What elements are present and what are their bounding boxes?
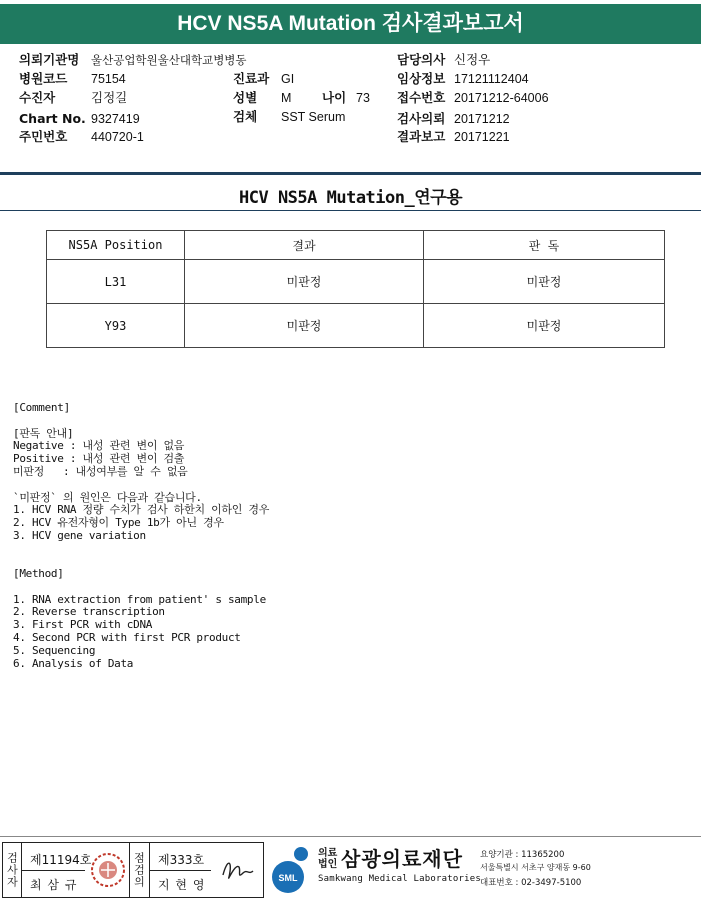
position-cell: Y93 xyxy=(47,304,185,348)
interpretation-cell: 미판정 xyxy=(424,260,665,304)
specimen-value: SST Serum xyxy=(281,110,346,124)
tester-label xyxy=(3,843,21,897)
resident-no-label: 주민번호 xyxy=(19,129,68,144)
chart-no-label: Chart No. xyxy=(19,111,86,126)
corp-label-top: 의료 xyxy=(318,848,338,859)
receipt-no-value: 20171212-64006 xyxy=(454,91,549,105)
divider xyxy=(149,870,211,871)
doctor-value: 신정우 xyxy=(454,52,491,67)
tester-seal-icon xyxy=(89,851,127,889)
resident-no-value: 440720-1 xyxy=(91,130,144,144)
result-table-header xyxy=(47,231,665,260)
tester-name: 최 삼 규 xyxy=(30,878,78,892)
report-title-banner xyxy=(0,4,701,44)
report-title: HCV NS5A Mutation 검사결과보고서 xyxy=(177,12,524,35)
result-cell: 미판정 xyxy=(185,260,424,304)
table-row xyxy=(47,304,665,348)
comment-text: [Comment] [판독 안내] Negative : 내성 관련 변이 없음 Positive : 내성 관련 변이 검출 미판정 : 내성여부를 알 수 없음 `미판정` 의 원인은 다음과 같습니다. 1. HCV RNA 정량 수치가 검사 하한치 이하인 경우 2. HCV 유전자형이 Type 1b가 아닌 경우 3. HCV gene variation xyxy=(13,401,270,542)
divider xyxy=(21,870,85,871)
logo-letters: SML xyxy=(278,873,298,883)
age-label: 나이 xyxy=(322,90,347,105)
reviewer-label-text: 점검의 xyxy=(132,852,146,888)
clinical-info-value: 17121112404 xyxy=(454,72,529,86)
specimen-label: 검체 xyxy=(233,109,258,124)
doctor-label: 담당의사 xyxy=(397,52,446,67)
report-date-label: 결과보고 xyxy=(397,129,446,144)
phone: 대표번호 : 02-3497-5100 xyxy=(480,878,582,888)
reviewer-name: 지 현 영 xyxy=(158,878,206,892)
org-name-en: Samkwang Medical Laboratories xyxy=(318,874,481,884)
department-value: GI xyxy=(281,72,295,86)
section-bottom-rule xyxy=(0,210,701,211)
position-cell: L31 xyxy=(47,260,185,304)
patient-info-block xyxy=(0,48,701,148)
sex-label: 성별 xyxy=(233,90,258,105)
interpretation-cell: 미판정 xyxy=(424,304,665,348)
hospital-code-value: 75154 xyxy=(91,72,126,86)
institution-value: 울산공업학원울산대학교병병동 xyxy=(91,53,247,67)
reviewer-license: 제333호 xyxy=(158,853,205,867)
method-text: [Method] 1. RNA extraction from patient' s sample 2. Reverse transcription 3. First PCR with cDNA 4. Second PCR with first PCR product 5. Sequencing 6. Analysis of Data xyxy=(13,567,266,670)
reviewer-label xyxy=(130,843,148,897)
sex-value: M xyxy=(281,91,292,105)
patient-name-label: 수진자 xyxy=(19,90,56,105)
result-cell: 미판정 xyxy=(185,304,424,348)
footer-rule xyxy=(0,836,701,837)
agency-no: 요양기관 : 11365200 xyxy=(480,850,565,860)
result-table xyxy=(46,230,665,348)
clinical-info-label: 임상정보 xyxy=(397,71,446,86)
receipt-no-label: 접수번호 xyxy=(397,90,446,105)
sml-logo-icon xyxy=(268,844,316,894)
tester-license: 제11194호 xyxy=(30,853,92,867)
header-result: 결과 xyxy=(185,231,424,260)
age-value: 73 xyxy=(356,91,370,105)
request-date-value: 20171212 xyxy=(454,112,510,126)
signature-box xyxy=(2,842,264,898)
patient-name-value: 김정길 xyxy=(91,90,128,105)
section-top-rule xyxy=(0,172,701,175)
corp-label-bottom: 법인 xyxy=(318,859,338,870)
address: 서울특별시 서초구 양재동 9-60 xyxy=(480,863,591,872)
chart-no-value: 9327419 xyxy=(91,112,140,126)
header-position: NS5A Position xyxy=(47,231,185,260)
tester-label-text: 검사자 xyxy=(5,852,19,888)
table-row xyxy=(47,260,665,304)
hospital-code-label: 병원코드 xyxy=(19,71,68,86)
section-title: HCV NS5A Mutation_연구용 xyxy=(239,188,462,208)
header-interpretation: 판 독 xyxy=(424,231,665,260)
org-name-ko: 삼광의료재단 xyxy=(341,847,463,871)
report-date-value: 20171221 xyxy=(454,130,510,144)
institution-label: 의뢰기관명 xyxy=(19,52,80,67)
department-label: 진료과 xyxy=(233,71,270,86)
reviewer-signature-icon xyxy=(217,853,257,887)
request-date-label: 검사의뢰 xyxy=(397,111,446,126)
